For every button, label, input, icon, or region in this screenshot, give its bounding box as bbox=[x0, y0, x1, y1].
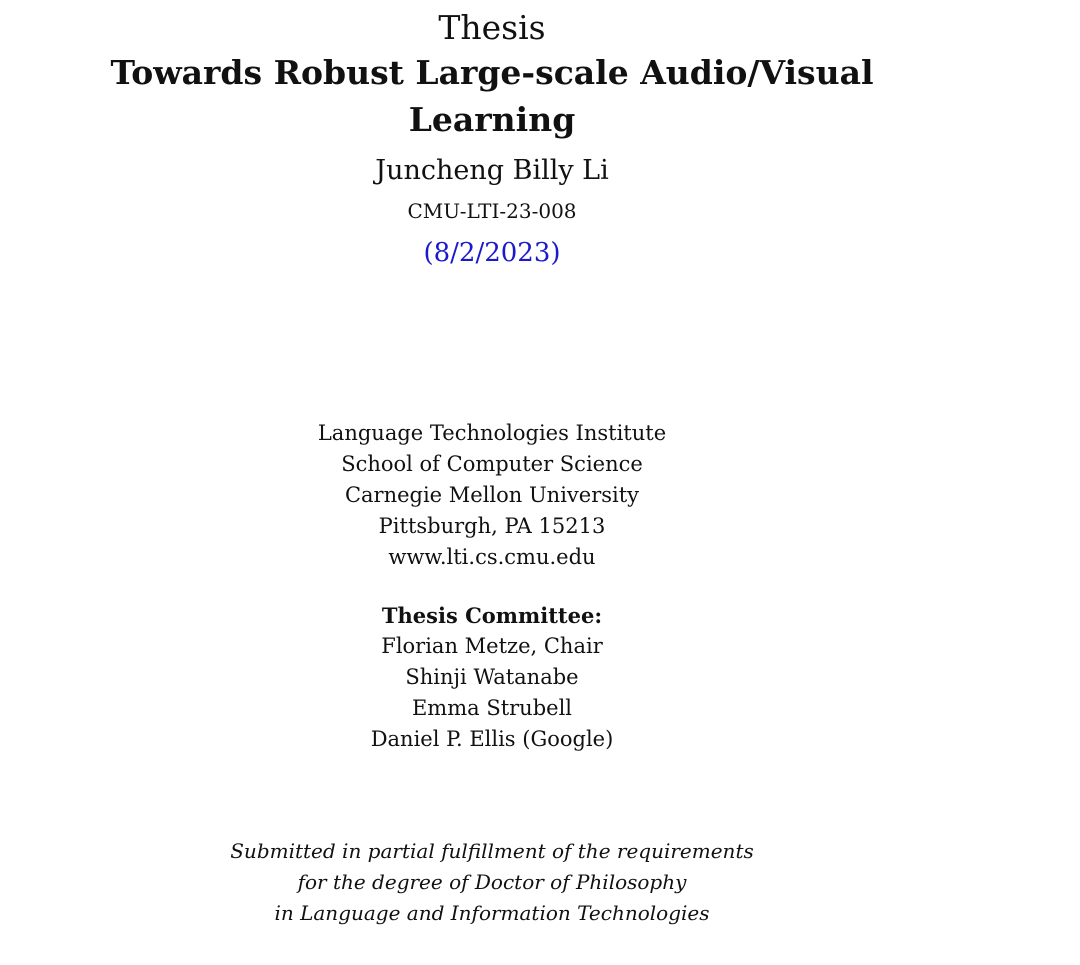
address-line-school: School of Computer Science bbox=[341, 452, 643, 476]
document-type: Thesis bbox=[438, 8, 546, 47]
address-line-website: www.lti.cs.cmu.edu bbox=[388, 545, 596, 569]
author-name: Juncheng Billy Li bbox=[375, 155, 609, 186]
institution-address bbox=[0, 418, 984, 573]
thesis-title-line-1: Towards Robust Large-scale Audio/Visual bbox=[110, 53, 874, 92]
submission-line: for the degree of Doctor of Philosophy bbox=[297, 870, 687, 894]
committee-heading: Thesis Committee: bbox=[381, 603, 603, 628]
submission-statement bbox=[0, 836, 984, 929]
report-number: CMU-LTI-23-008 bbox=[407, 199, 577, 223]
committee-member: Shinji Watanabe bbox=[405, 665, 579, 689]
committee-member: Florian Metze, Chair bbox=[381, 634, 603, 658]
address-line-city: Pittsburgh, PA 15213 bbox=[378, 514, 606, 538]
submission-line: in Language and Information Technologies bbox=[274, 901, 710, 925]
thesis-title-line-2: Learning bbox=[408, 100, 576, 139]
thesis-date: (8/2/2023) bbox=[423, 238, 561, 268]
address-line-university: Carnegie Mellon University bbox=[344, 483, 640, 507]
committee-member: Daniel P. Ellis (Google) bbox=[370, 727, 614, 751]
thesis-committee bbox=[0, 600, 984, 755]
submission-line: Submitted in partial fulfillment of the requirements bbox=[230, 839, 754, 863]
address-line-institute: Language Technologies Institute bbox=[317, 421, 667, 445]
committee-member: Emma Strubell bbox=[411, 696, 573, 720]
